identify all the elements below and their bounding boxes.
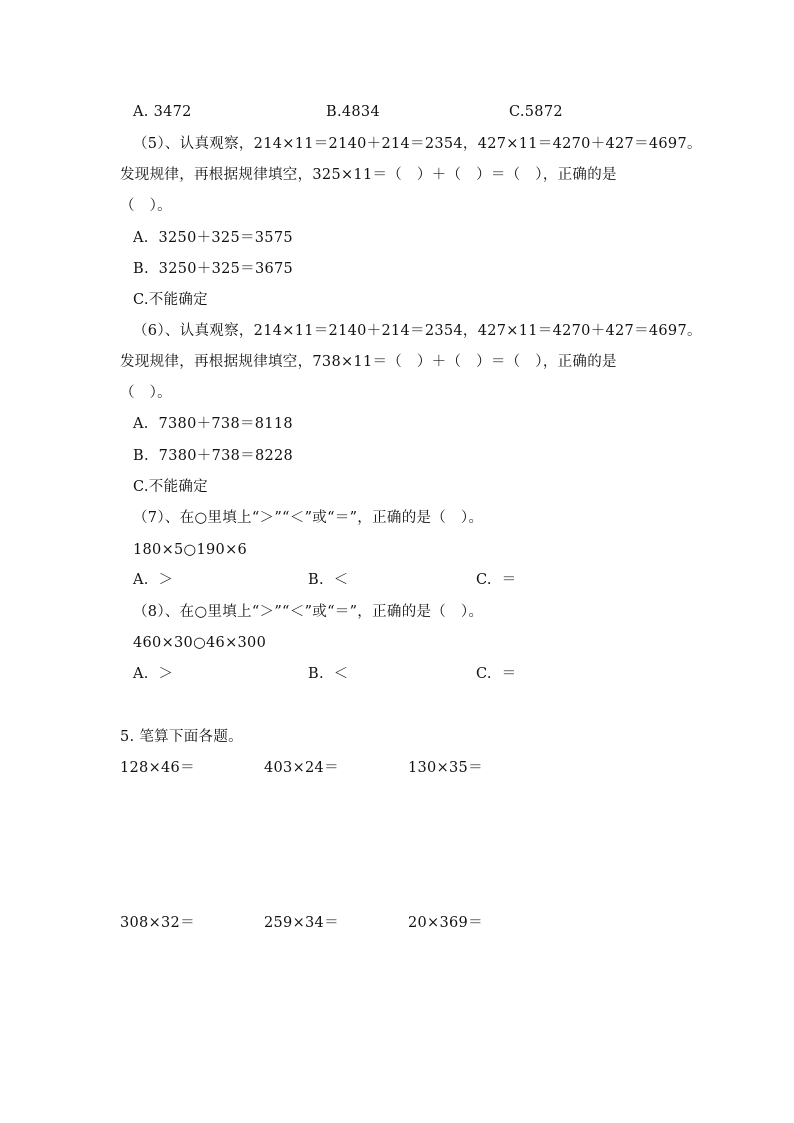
q8-option-c: C. ＝	[476, 666, 517, 682]
q5-option-b: B. 3250＋325＝3675	[133, 261, 294, 277]
option-c: C.5872	[509, 104, 563, 120]
q8-option-a: A. ＞	[133, 666, 174, 682]
q5-option-a: A. 3250＋325＝3575	[133, 230, 293, 246]
q6-option-c: C.不能确定	[133, 479, 208, 495]
calc-problem: 20×369＝	[408, 915, 483, 931]
option-b: B.4834	[326, 104, 380, 120]
q8-expression: 460×30○46×300	[133, 635, 267, 651]
q6-line-3: （ ）。	[120, 385, 172, 401]
calc-problem: 130×35＝	[408, 760, 483, 776]
q5-option-c: C.不能确定	[133, 292, 208, 308]
q7-option-c: C. ＝	[476, 572, 517, 588]
q7-option-a: A. ＞	[133, 572, 174, 588]
q6-option-a: A. 7380＋738＝8118	[133, 416, 293, 432]
q6-line-2: 发现规律，再根据规律填空，738×11＝（ ）＋（ ）＝（ ），正确的是	[120, 354, 617, 370]
q6-option-b: B. 7380＋738＝8228	[133, 448, 294, 464]
q5-line-3: （ ）。	[120, 198, 172, 214]
q8-line-1: （8）、在○里填上“＞”“＜”或“＝”，正确的是（ ）。	[133, 604, 484, 620]
calc-problem: 403×24＝	[264, 760, 339, 776]
q7-option-b: B. ＜	[308, 572, 349, 588]
calc-problem: 128×46＝	[120, 760, 195, 776]
q6-line-1: （6）、认真观察，214×11＝2140＋214＝2354，427×11＝4270＋427＝4697。	[133, 323, 702, 339]
q5-line-1: （5）、认真观察，214×11＝2140＋214＝2354，427×11＝4270＋427＝4697。	[133, 136, 702, 152]
calc-problem: 259×34＝	[264, 915, 339, 931]
q5-line-2: 发现规律，再根据规律填空，325×11＝（ ）＋（ ）＝（ ），正确的是	[120, 167, 617, 183]
q7-line-1: （7）、在○里填上“＞”“＜”或“＝”，正确的是（ ）。	[133, 510, 484, 526]
section-5-heading: 5. 笔算下面各题。	[120, 729, 243, 745]
calc-problem: 308×32＝	[120, 915, 195, 931]
q7-expression: 180×5○190×6	[133, 542, 248, 558]
q8-option-b: B. ＜	[308, 666, 349, 682]
option-a: A. 3472	[133, 104, 192, 120]
